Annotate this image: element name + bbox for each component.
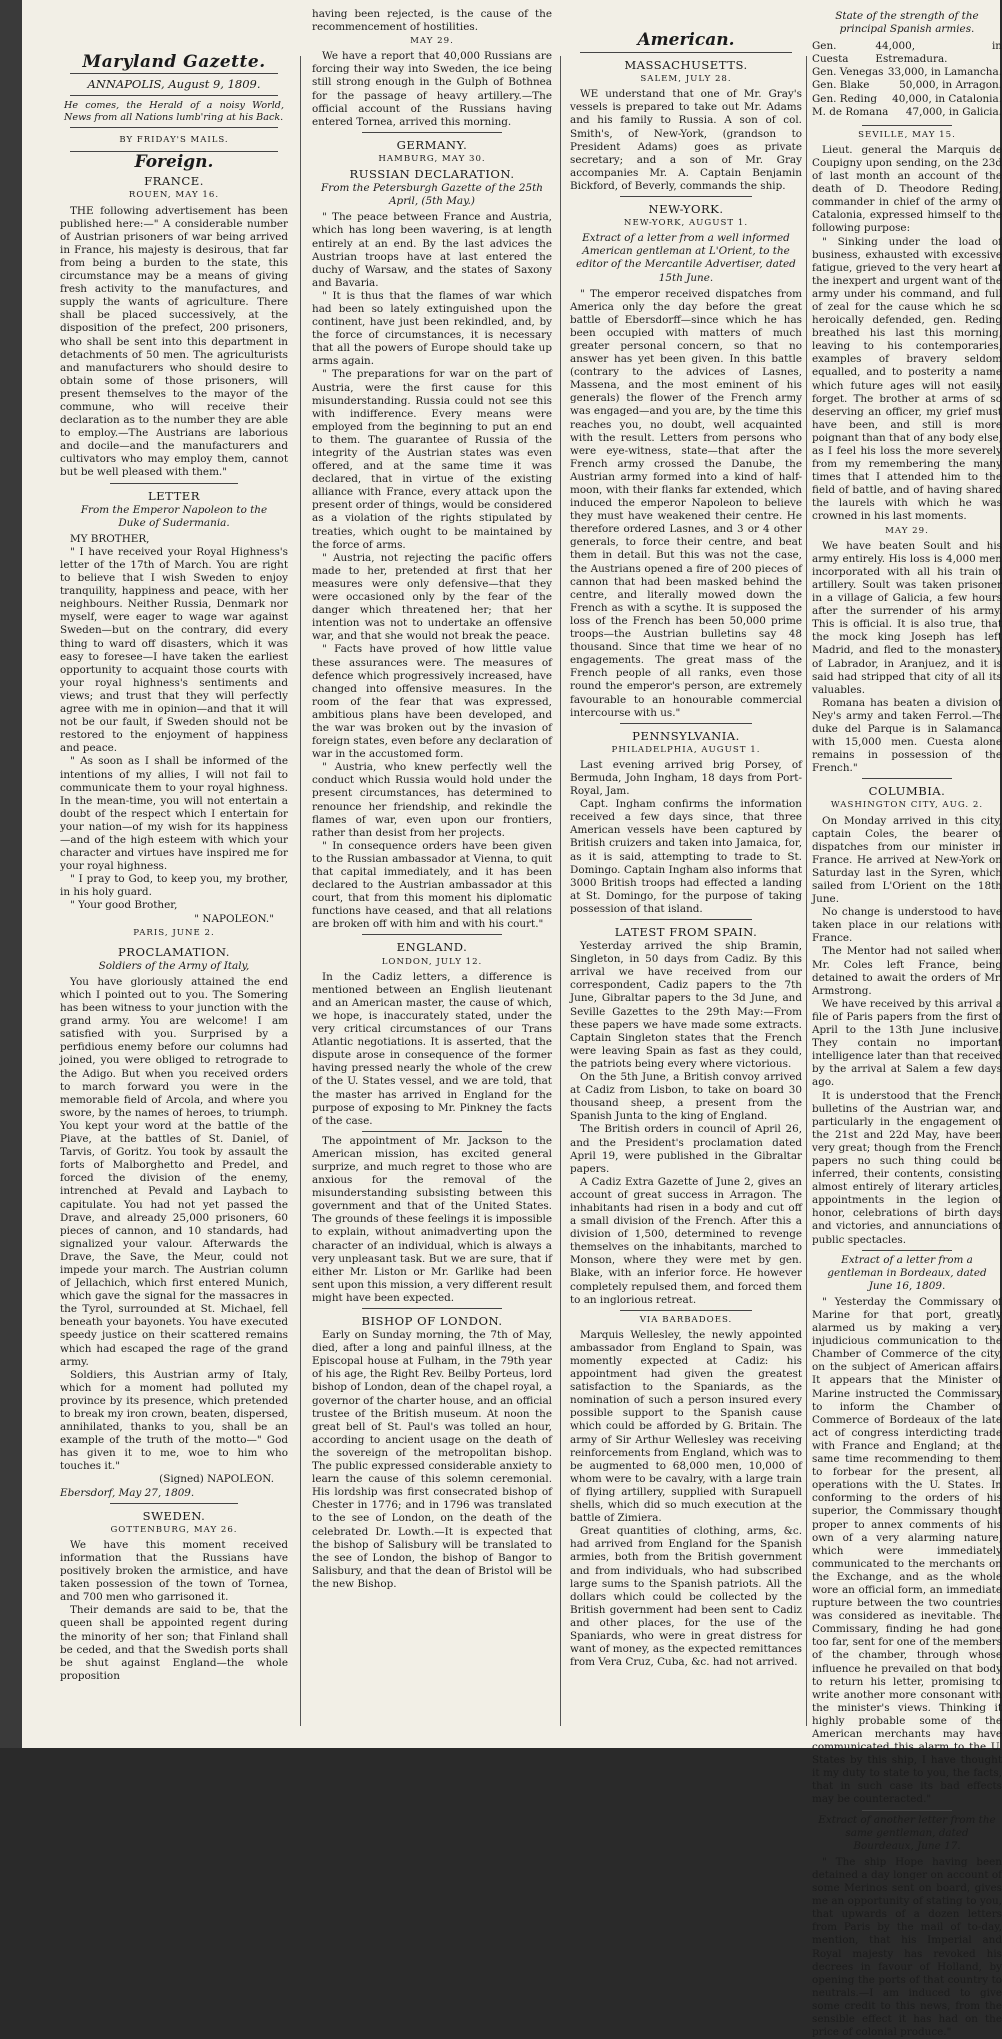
article-text: Yesterday arrived the ship Bramin, Singleton, in 50 days from Cadiz. By this arrival we have received from our correspondent, Cadiz papers to the 7th June, Gibraltar papers to the 3d June, and Seville Gazettes to the 29th May:—From these papers we have made some extracts. Captain Singleton states that the French were leaving Spain as fast as they could, the patriots being every where victorious.	[570, 940, 802, 1070]
divider	[110, 1503, 238, 1504]
dateline-may29: MAY 29.	[410, 36, 454, 47]
divider	[70, 95, 278, 96]
column-rule	[300, 56, 301, 1726]
divider	[70, 127, 278, 128]
divider	[620, 919, 752, 920]
signature: (Signed) NAPOLEON.	[159, 1473, 274, 1486]
heading-england: ENGLAND.	[396, 940, 468, 955]
article-text: having been rejected, is the cause of the recommencement of hostilities.	[312, 8, 552, 34]
section-foreign: Foreign.	[134, 152, 214, 173]
heading-latest-spain: LATEST FROM SPAIN.	[614, 925, 758, 939]
article-text: The appointment of Mr. Jackson to the American mission, has excited general surprize, and much regret to those who are anxious for the removal of the misunderstanding subsisting between this government and that of the United States. The grounds of these feelings it is impossible to explain, without animadverting upon the character of an individual, which is always a very unpleasant task. But we are sure, that if either Mr. Liston or Mr. Garlike had been sent upon this mission, a very different result might have been expected.	[312, 1134, 552, 1304]
dateline-may29: MAY 29.	[885, 525, 929, 536]
dateline-gottenburg: GOTTENBURG, MAY 26.	[110, 1524, 238, 1535]
article-text: Lieut. general the Marquis de Coupigny upon sending, on the 23d of last month an account of the death of D. Theodore Reding, commander in chief of the army of Catalonia, expressed himself to the following purpose:	[812, 143, 1002, 235]
article-text: Marquis Wellesley, the newly appointed ambassador from England to Spain, was momently expected at Cadiz: his appointment had given the greatest satisfaction to the Spaniards, as the nomination of such a person insured every possible support to the Spanish cause which could be afforded by G. Britain. The army of Sir Arthur Wellesley was receiving reinforcements from England, which was to be augmented to 68,000 men, 10,000 of whom were to be cavalry, with a large train of flying artillery, supplied with Surapuell shells, which did so much execution at the battle of Zimiera.	[570, 1328, 802, 1525]
dateline-hamburg: HAMBURG, MAY 30.	[378, 153, 486, 164]
signature: " NAPOLEON."	[194, 912, 274, 925]
article-text: " The ship Hope having been detained a day longer on account of some Merinos sent on board, gives me an opportunity of stating to you, that upwards of a dozen letters from Paris by the mail of to-day, mention, that his Imperial and Royal majesty has revoked his decrees in favour of Holland, by opening the ports of that country to neutrals.—I am induced to give some credit to this news, from the sensible effect it has had on the price of colonial produce."	[812, 1855, 1002, 2039]
article-text: THE following advertisement has been published here:—" A considerable number of Austrian prisoners of war being arrived in France, his majesty is desirous, that far from being a burden to the state, this circumstance may be a means of giving fresh activity to the manufactures, and supply the wants of agriculture. There shall be placed successively, at the disposition of the prefect, 200 prisoners, who shall be sent into this department in detachments of 50 men. The agriculturists and manufacturers who should desire to obtain some of those prisoners, will present themselves to the mayor of the commune, who will receive their declaration as to the number they are able to employ.—The Austrians are laborious and docile—and the manufacturers and cultivators who may employ them, cannot but be well pleased with them."	[60, 204, 288, 479]
dateline-philadelphia: PHILADELPHIA, AUGUST 1.	[611, 744, 761, 755]
divider	[580, 52, 792, 53]
article-text: " Sinking under the load of business, exhausted with excessive fatigue, grieved to the very heart at the inexpert and urgent want of the army under his command, and full of zeal for the cause which he so heroically defended, gen. Reding breathed his last this morning, leaving to his contemporaries, examples of bravery seldom equalled, and to posterity a name which future ages will not easily forget. The brother at arms of so deserving an officer, my grief must have been, and still is more poignant than that of any body else, as I feel his loss the more severely from my remembering the many times that I attended him to the field of battle, and of having shared the laurels with which he was crowned in his last moments.	[812, 235, 1002, 523]
heading-bishop: BISHOP OF LONDON.	[361, 1314, 503, 1328]
armies-table	[812, 40, 1002, 119]
column-2	[312, 8, 552, 1688]
column-1	[60, 52, 288, 1736]
article-text: MY BROTHER,	[70, 532, 150, 545]
article-text: " Your good Brother,	[70, 899, 178, 912]
divider	[862, 1810, 952, 1811]
heading-massachusetts: MASSACHUSETTS.	[624, 58, 748, 73]
divider	[620, 1310, 752, 1311]
article-text: Capt. Ingham confirms the information received a few days since, that three American vessels have been captured by British cruizers and taken into Jamaica, for, as it is said, attempting to trade to St. Domingo. Captain Ingham also informs that 3000 British troops had effected a landing at St. Domingo, for the purpose of taking possession of that island.	[570, 798, 802, 915]
newspaper-page	[22, 0, 1002, 2039]
divider	[362, 1308, 502, 1309]
article-text: WE understand that one of Mr. Gray's vessels is prepared to take out Mr. Adams and his family to Russia. A son of col. Smith's, of New-York, (grandson to President Adams) goes as private secretary; and a son of Mr. Gray accompanies Mr. A. Captain Benjamin Bickford, of Beverly, commands the ship.	[570, 88, 802, 192]
letter-subtitle: From the Emperor Napoleon to the Duke of Sudermania.	[80, 503, 268, 529]
article-text: It is understood that the French bulletins of the Austrian war, and particularly in the engagement of the 21st and 22d May, have been very great; though from the French papers no such thing could be inferred, their contents, consisting almost entirely of literary articles, appointments in the legion of honor, celebrations of birth days and victories, and annunciations of public spectacles.	[812, 1089, 1002, 1246]
dateline: ANNAPOLIS, August 9, 1809.	[87, 77, 261, 92]
dateline-barbadoes: VIA BARBADOES.	[639, 1314, 733, 1325]
divider	[620, 196, 752, 197]
divider	[362, 934, 502, 935]
divider	[862, 125, 952, 126]
heading-pennsylvania: PENNSYLVANIA.	[632, 728, 740, 743]
article-text: " Austria, who knew perfectly well the conduct which Russia would hold under the present circumstances, has determined to renounce her friendship, and rekindle the flames of war, even upon our frontiers, rather than desist from her projects.	[312, 761, 552, 839]
dateline-seville: SEVILLE, MAY 15.	[858, 129, 956, 140]
article-text: Their demands are said to be, that the queen shall be appointed regent during the minority of her son; that Finland shall be ceded, and that the Swedish ports shall be shut against England—the whole proposition	[60, 1604, 288, 1682]
proclamation-subtitle: Soldiers of the Army of Italy,	[98, 959, 250, 972]
dateline-salem: SALEM, JULY 28.	[640, 74, 732, 85]
article-text: On the 5th June, a British convoy arrived at Cadiz from Lisbon, to take on board 30 thousand sheep, a present from the Spanish Junta to the king of England.	[570, 1071, 802, 1123]
article-text: " Austria, not rejecting the pacific offers made to her, pretended at first that her measures were only defensive—that they were occasioned only by the fear of the danger which threatened her; that her intention was not to undertake an offensive war, and that she would not break the peace.	[312, 551, 552, 643]
article-text: We have this moment received information that the Russians have positively broken the armistice, and have taken possession of the town of Tornea, and 700 men who garrisoned it.	[60, 1538, 288, 1604]
article-text: " It is thus that the flames of war which had been so lately extinguished upon the continent, have just been rekindled, and, by the force of circumstances, it is necessary that all the powers of Europe should take up arms again.	[312, 289, 552, 368]
article-text: You have gloriously attained the end which I pointed out to you. The Somering has been witness to your junction with the grand army. You are welcome! I am satisfied with you. Surprised by a perfidious enemy before our columns had joined, you were obliged to retrograde to the Adigo. But when you received orders to march forward you were in the memorable field of Arcola, and where you swore, by the names of heroes, to triumph. You kept your word at the battle of the Piave, at the battles of St. Daniel, of Tarvis, of Goritz. You took by assault the forts of Malborghetto and Predel, and forced the division of the enemy, intrenched at Pevald and Laybach to capitulate. You had not yet passed the Drave, and already 25,000 prisoners, 60 pieces of cannon, and 10 standards, had signalized your valour. Afterwards the Drave, the Save, the Meur, could not impede your march. The Austrian column of Jellachich, which first entered Munich, which gave the signal for the massacres in the Tyrol, surrounded at St. Michael, fell beneath your bayonets. You have executed speedy justice on their scattered remains which had escaped the rage of the grand army.	[60, 975, 288, 1368]
scan-edge	[0, 0, 22, 1748]
masthead: Maryland Gazette.	[82, 52, 266, 72]
divider	[362, 1131, 502, 1132]
dateline-washington: WASHINGTON CITY, AUG. 2.	[830, 800, 984, 811]
declaration-source: From the Petersburgh Gazette of the 25th April, (5th May.)	[321, 182, 543, 208]
article-text: The Mentor had not sailed when Mr. Coles left France, being detained to await the orders of Mr. Armstrong.	[812, 945, 1002, 997]
armies-table-title: State of the strength of the principal Spanish armies.	[835, 10, 979, 36]
article-text: Great quantities of clothing, arms, &c. had arrived from England for the Spanish armies, both from the British government and from individuals, who had subscribed large sums to the Spanish patriots. All the dollars which could be collected by the British government had been sent to Cadiz and other places, for the use of the Spaniards, who were in great distress for want of money, as the expected remittances from Vera Cruz, Cuba, &c. had not arrived.	[570, 1525, 802, 1669]
article-text: We have received by this arrival a file of Paris papers from the first of April to the 13th June inclusive. They contain no important intelligence later than that received by the arrival at Salem a few days ago.	[812, 997, 1002, 1089]
article-text: No change is understood to have taken place in our relations with France.	[812, 906, 1002, 945]
divider	[620, 723, 752, 724]
article-text: " Yesterday the Commissary of Marine for that port, greatly alarmed us by making a very injudicious communication to the Chamber of Commerce of the city, on the subject of American affairs. It appears that the Minister of Marine instructed the Commissary to inform the Chamber of Commerce of Bordeaux of the late act of congress interdicting trade with France and England; at the same time recommending to them to forbear for the present, all operations with the U. States. In conforming to the orders of his superior, the Commissary thought proper to annex comments of his own of a very alarming nature, which were immediately communicated to the merchants on the Exchange, and as the whole wore an official form, an immediate rupture between the two countries was considered as inevitable. The Commissary, finding he had gone too far, sent for one of the members of the chamber, through whose influence he prevailed on that body to return his letter, promising to write another more consonant with the minister's views. Thinking it highly probable some of the American merchants may have communicated this alarm to the U. States by this ship, I have thought it my duty to state to you, the facts, that in such case its bad effects may be counteracted."	[812, 1295, 1002, 1806]
place-date: Ebersdorf, May 27, 1809.	[60, 1486, 195, 1499]
motto: He comes, the Herald of a noisy World, News from all Nations lumb'ring at his Back.	[64, 100, 284, 123]
extract-subtitle: Extract of another letter from the same gentleman, dated Bourdeaux, June 17.	[818, 1813, 996, 1852]
divider	[862, 778, 952, 779]
heading-new-york: NEW-YORK.	[648, 202, 724, 217]
divider	[70, 73, 278, 74]
article-text: " I have received your Royal Highness's letter of the 17th of March. You are right to believe that I wish Sweden to enjoy tranquility, happiness and peace, with her neighbours. Neither Russia, Denmark nor myself, were eager to wage war against Sweden—but on the contrary, did every thing to ward off disasters, which it was easy to foresee—I have taken the earliest opportunity to acquaint those courts with your royal highness's sentiments and views; and trust that they will perfectly agree with me in opinion—and that it will not be our fault, if Sweden should not be restored to the enjoyment of happiness and peace.	[60, 545, 288, 755]
army-row: Gen. Reding 40,000, in Catalonia.	[812, 92, 1002, 105]
dateline-paris: PARIS, JUNE 2.	[133, 927, 215, 938]
article-text: The British orders in council of April 26, and the President's proclamation dated April 19, were published in the Gibraltar papers.	[570, 1123, 802, 1175]
heading-sweden: SWEDEN.	[142, 1508, 206, 1523]
column-4	[812, 10, 1002, 2039]
article-text: We have a report that 40,000 Russians are forcing their way into Sweden, the ice being still strong enough in the Gulph of Bothnea for the passage of heavy artillery.—The official account of the Russians having entered Tornea, arrived this morning.	[312, 50, 552, 128]
divider	[862, 1250, 952, 1251]
article-text: Last evening arrived brig Porsey, of Bermuda, John Ingham, 18 days from Port-Royal, Jam.	[570, 758, 802, 798]
heading-france: FRANCE.	[144, 174, 204, 189]
army-row: Gen. Cuesta 44,000, in Estremadura.	[812, 40, 1002, 66]
article-text: In the Cadiz letters, a difference is mentioned between an English lieutenant and an American master, the cause of which, we hope, is inaccurately stated, under the very critical circumstances of our Trans Atlantic negotiations. It is asserted, that the dispute arose in consequence of the former having pressed nearly the whole of the crew of the U. States vessel, and we are told, that the master has arrived in England for the purpose of exposing to Mr. Pinkney the facts of the case.	[312, 970, 552, 1127]
extract-subtitle: Extract of a letter from a gentleman in Bordeaux, dated June 16, 1809.	[827, 1253, 987, 1292]
section-american: American.	[637, 30, 735, 50]
article-text: " The peace between France and Austria, which has long been wavering, is at length entirely at an end. By the last advices the Austrian troops have at last entered the duchy of Warsaw, and the states of Saxony and Bavaria.	[312, 211, 552, 289]
article-text: Early on Sunday morning, the 7th of May, died, after a long and painful illness, at the Episcopal house at Fulham, in the 79th year of his age, the Right Rev. Beilby Porteus, lord bishop of London, dean of the chapel royal, a governor of the charter house, and an official trustee of the British museum. At noon the great bell of St. Paul's was tolled an hour, according to ancient usage on the death of the sovereign of the metropolitan bishop. The public expressed considerable anxiety to learn the cause of this solemn ceremonial. His lordship was first consecrated bishop of Chester in 1776; and in 1796 was translated to the see of London, on the death of the celebrated Dr. Lowth.—It is expected that the bishop of Salisbury will be translated to the see of London, the bishop of Bangor to Salisbury, and that the dean of Bristol will be the new Bishop.	[312, 1329, 552, 1590]
divider	[110, 483, 238, 484]
divider	[362, 132, 502, 133]
article-text: " The emperor received dispatches from America only the day before the great battle of Ebersdorff—since which he has been occupied with matters of much greater personal concern, so that no answer has yet been given. In this battle (contrary to the advices of Lasnes, Massena, and the most eminent of his generals) the flower of the French army was engaged—and you are, by the time this reaches you, no doubt, well acquainted with the result. Letters from persons who were eye-witness, state—that after the French army crossed the Danube, the Austrian army formed into a kind of half-moon, with their flanks far extended, which induced the emperor Napoleon to believe they must have weakened their centre. He therefore ordered Lasnes, and 3 or 4 other generals, to force their centre, and beat them in detail. But this was not the case, the Austrians opened a fire of 200 pieces of cannon that had been masked behind the centre, and literally mowed down the French as with a scythe. It is supposed the loss of the French has been 50,000 prime troops—the Austrian bulletins say 48 thousand. Since that time we hear of no engagements. The great mass of the French people of all ranks, even those round the emperor's person, are extremely favourable to an honourable commercial intercourse with us."	[570, 287, 802, 719]
heading-letter: LETTER	[147, 488, 201, 503]
heading-columbia: COLUMBIA.	[868, 784, 946, 799]
heading-proclamation: PROCLAMATION.	[118, 944, 230, 959]
column-3	[570, 30, 802, 1710]
article-text: We have beaten Soult and his army entirely. His loss is 4,000 men incorporated with all his train of artillery. Soult was taken prisoner in a village of Galicia, a few hours after the surrender of his army. This is official. It is also true, that the mock king Joseph has left Madrid, and fled to the monastery of Labrador, in Aranjuez, and it is said had stripped that city of all its valuables.	[812, 539, 1002, 696]
dateline-rouen: ROUEN, MAY 16.	[128, 190, 220, 201]
article-text: On Monday arrived in this city, captain Coles, the bearer of dispatches from our minister in France. He arrived at New-York on Saturday last in the Syren, which sailed from L'Orient on the 18th June.	[812, 814, 1002, 906]
article-text: Soldiers, this Austrian army of Italy, which for a moment had polluted my province by its presence, which pretended to break my iron crown, beaten, dispersed, annihilated, thanks to you, shall be an example of the truth of the motto—" God has given it to me, woe to him who touches it."	[60, 1368, 288, 1473]
army-row: M. de Romana 47,000, in Galicia.	[812, 105, 1002, 118]
article-text: " As soon as I shall be informed of the intentions of my allies, I will not fail to communicate them to your royal highness. In the mean-time, you will not entertain a doubt of the respect which I entertain for your nation—of my wish for its happiness—and of the high esteem with which your character and virtues have inspired me for your royal highness.	[60, 755, 288, 873]
extract-subtitle: Extract of a letter from a well informed American gentleman at L'Orient, to the editor of the Mercantile Advertiser, dated 15th June.	[576, 232, 796, 284]
column-rule	[806, 56, 807, 1726]
article-text: Romana has beaten a division of Ney's army and taken Ferrol.—The duke del Parque is in Salamanca with 15,000 men. Cuesta alone remains in possession of the French."	[812, 696, 1002, 775]
dateline-new-york: NEW-YORK, AUGUST 1.	[623, 218, 749, 229]
article-text: " In consequence orders have been given to the Russian ambassador at Vienna, to quit that capital immediately, and it has been declared to the Austrian ambassador at this court, that from this moment his diplomatic functions have ceased, and that all relations are broken off with him and with his court."	[312, 839, 552, 931]
article-text: " Facts have proved of how little value these assurances were. The measures of defence which progressively increased, have changed into offensive measures. In the room of the fear that was expressed, ambitious plans have been developed, and the war was broken out by the invasion of foreign states, even before any declaration of war in the accustomed form.	[312, 643, 552, 761]
heading-russian-declaration: RUSSIAN DECLARATION.	[349, 167, 515, 182]
army-row: Gen. Blake 50,000, in Arragon.	[812, 79, 1002, 92]
heading-germany: GERMANY.	[396, 137, 468, 152]
article-text: " I pray to God, to keep you, my brother, in his holy guard.	[60, 873, 288, 899]
article-text: A Cadiz Extra Gazette of June 2, gives an account of great success in Arragon. The inhabitants had risen in a body and cut off a small division of the French. After this a division of 1,500, determined to revenge themselves on the inhabitants, marched to Monson, where they were met by gen. Blake, with an inferior force. He however completely repulsed them, and forced them to an inglorious retreat.	[570, 1175, 802, 1306]
article-text: " The preparations for war on the part of Austria, were the first cause for this misunderstanding. Russia could not see this with indifference. Every means were employed from the beginning to put an end to them. The guarantee of Russia of the integrity of the Austrian states was even offered, and at the same time it was declared, that in virtue of the existing alliance with France, every attack upon the present order of things, would be considered as a violation of the rights stipulated by treaties, which ought to be maintained by the force of arms.	[312, 368, 552, 551]
column-rule	[560, 56, 561, 1726]
army-row: Gen. Venegas 33,000, in Lamancha.	[812, 66, 1002, 79]
mails-notice: BY FRIDAY'S MAILS.	[119, 135, 229, 146]
dateline-london: LONDON, JULY 12.	[381, 956, 483, 967]
